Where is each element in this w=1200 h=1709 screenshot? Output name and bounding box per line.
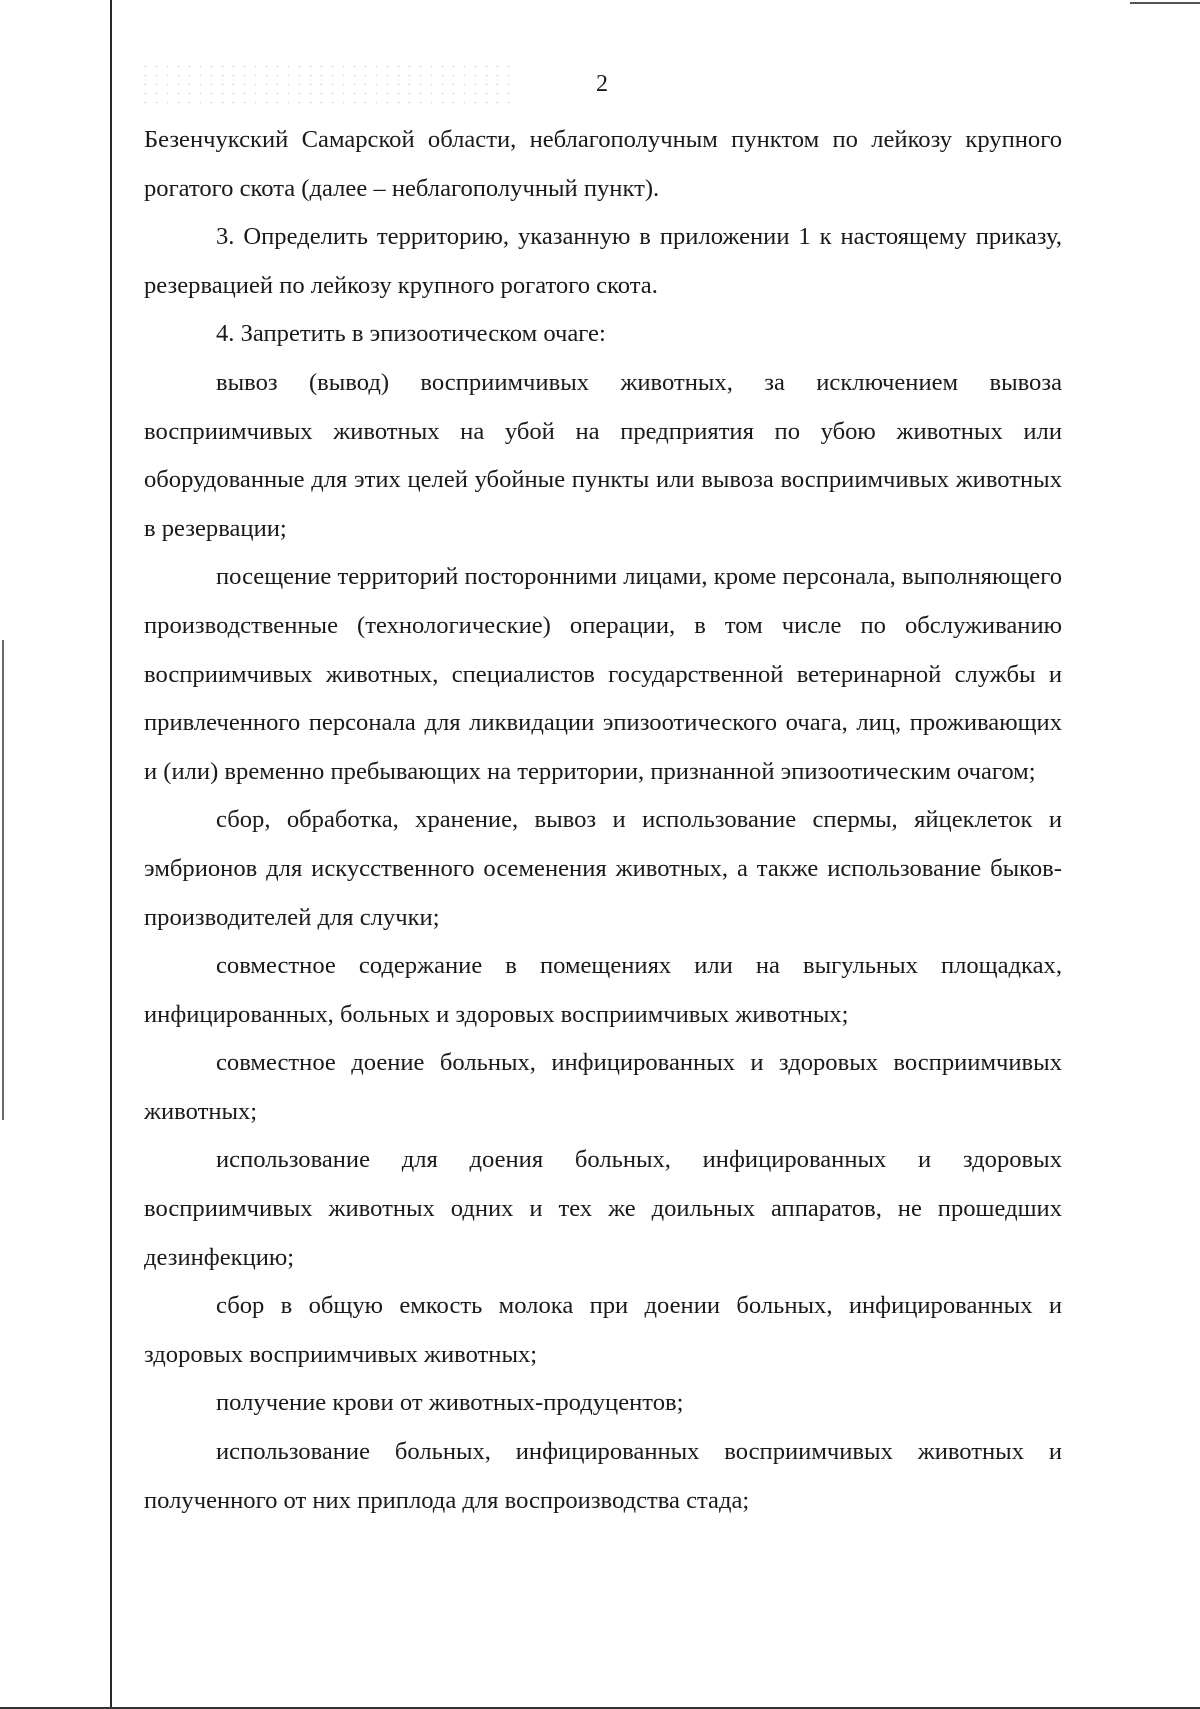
paragraph-ban-export: вывоз (вывод) восприимчивых животных, за исключением вывоза восприимчивых животных на убой на предприятия по убою животных или оборудованные для этих целей убойные пункты или вывоза восприимчивых животных в резервации; bbox=[144, 368, 1062, 542]
document-body bbox=[144, 116, 1062, 1525]
paragraph-ban-joint-milking: совместное доение больных, инфицированных и здоровых восприимчивых животных; bbox=[144, 1049, 1062, 1125]
scan-edge-margin bbox=[2, 640, 4, 1120]
paragraph-ban-milk-collection: сбор в общую емкость молока при доении больных, инфицированных и здоровых восприимчивых животных; bbox=[144, 1292, 1062, 1368]
paragraph-ban-milking-apparatus: использование для доения больных, инфицированных и здоровых восприимчивых животных одних и тех же доильных аппаратов, не прошедших дезинфекцию; bbox=[144, 1146, 1062, 1271]
paragraph-continuation: Безенчукский Самарской области, неблагополучным пунктом по лейкозу крупного рогатого скота (далее – неблагополучный пункт). bbox=[144, 126, 1062, 202]
paragraph-item-4: 4. Запретить в эпизоотическом очаге: bbox=[216, 320, 606, 348]
paragraph-ban-reproduction: использование больных, инфицированных восприимчивых животных и полученного от них приплода для воспроизводства стада; bbox=[144, 1438, 1062, 1514]
scan-noise bbox=[140, 62, 510, 110]
paragraph-item-3: 3. Определить территорию, указанную в приложении 1 к настоящему приказу, резервацией по лейкозу крупного рогатого скота. bbox=[144, 223, 1062, 299]
paragraph-ban-visits: посещение территорий посторонними лицами, кроме персонала, выполняющего производственные (технологические) операции, в том числе по обслуживанию восприимчивых животных, специалистов государственной ветеринарной службы и привлеченного персонала для ликвидации эпизоотического очага, лиц, проживающих и (или) временно пребывающих на территории, признанной эпизоотическим очагом; bbox=[144, 563, 1062, 785]
page-number: 2 bbox=[596, 71, 608, 97]
scan-edge-left bbox=[110, 0, 112, 1709]
scan-edge-top bbox=[1130, 2, 1200, 4]
paragraph-ban-sperm: сбор, обработка, хранение, вывоз и использование спермы, яйцеклеток и эмбрионов для искусственного осеменения животных, а также использование быков-производителей для случки; bbox=[144, 806, 1062, 931]
paragraph-ban-joint-keeping: совместное содержание в помещениях или на выгульных площадках, инфицированных, больных и здоровых восприимчивых животных; bbox=[144, 952, 1062, 1028]
paragraph-ban-blood: получение крови от животных-продуцентов; bbox=[216, 1389, 684, 1417]
